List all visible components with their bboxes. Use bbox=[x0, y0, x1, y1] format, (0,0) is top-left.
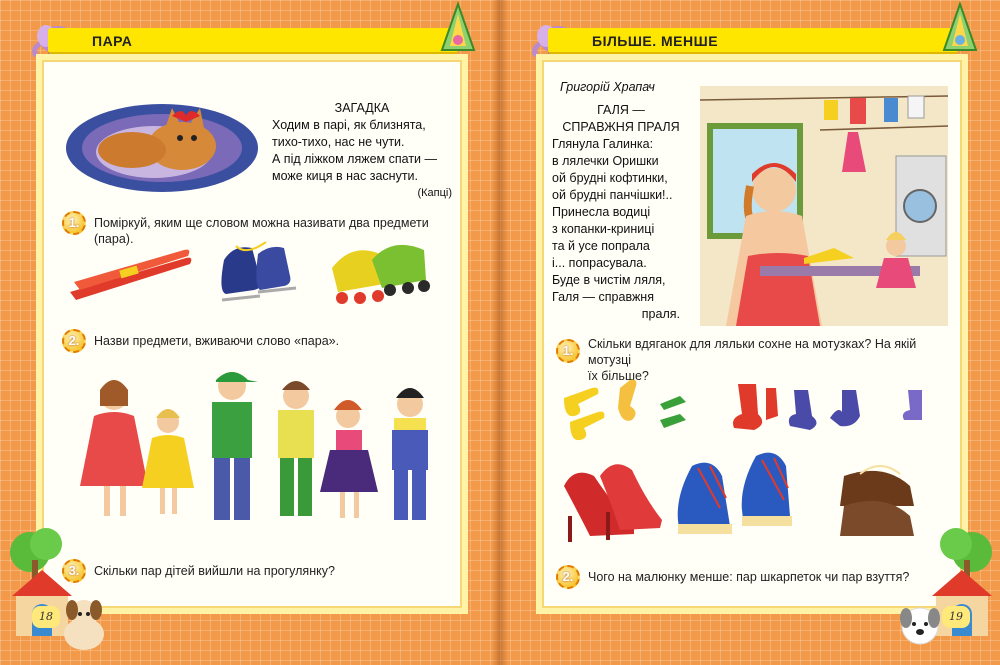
riddle-line: тихо-тихо, нас не чути. bbox=[272, 135, 405, 149]
tent-icon bbox=[940, 0, 980, 58]
poem-line: Галя — справжня bbox=[552, 290, 654, 304]
riddle-line: Ходим в парі, як близнята, bbox=[272, 118, 426, 132]
riddle bbox=[272, 100, 452, 202]
task-number-badge: 2. bbox=[556, 565, 580, 589]
poem-line: праля. bbox=[641, 307, 680, 321]
doghouse-image bbox=[892, 530, 998, 662]
task-text: Назви предмети, вживаючи слово «пара». bbox=[94, 334, 340, 348]
poem-line: з копанки-криниці bbox=[552, 222, 655, 236]
task-number-badge: 1. bbox=[62, 211, 86, 235]
task-text-line: їх більше? bbox=[588, 369, 649, 383]
poem-author: Григорій Храпач bbox=[560, 80, 655, 94]
task-text: Поміркуй, яким ще словом можна називати два предмети (пара). bbox=[94, 216, 429, 246]
tent-icon bbox=[438, 0, 478, 58]
task-text: Скільки пар дітей вийшли на прогулянку? bbox=[94, 564, 335, 578]
task-number-badge: 3. bbox=[62, 559, 86, 583]
poem bbox=[552, 102, 690, 323]
shoes-image bbox=[560, 446, 940, 546]
poem-title: ГАЛЯ — bbox=[597, 103, 645, 117]
roller-skates-image bbox=[326, 238, 436, 310]
poem-line: та й усе попрала bbox=[552, 239, 650, 253]
poem-line: ой брудні кофтинки, bbox=[552, 171, 668, 185]
task-text bbox=[588, 336, 952, 384]
task-text-line: Скільки вдяганок для ляльки сохне на мотузках? На якій мотузці bbox=[588, 337, 917, 367]
poem-title: СПРАВЖНЯ ПРАЛЯ bbox=[562, 120, 680, 134]
poem-line: Принесла водиці bbox=[552, 205, 651, 219]
riddle-answer: (Капці) bbox=[417, 187, 452, 199]
poem-line: і... попрасувала. bbox=[552, 256, 647, 270]
page-number: 18 bbox=[32, 606, 60, 628]
page-title: БІЛЬШЕ. МЕНШЕ bbox=[592, 33, 719, 49]
task-number-badge: 2. bbox=[62, 329, 86, 353]
poem-line: в лялечки Оришки bbox=[552, 154, 659, 168]
doghouse-image bbox=[2, 530, 112, 662]
poem-line: Глянула Галинка: bbox=[552, 137, 654, 151]
cat-in-slipper-image bbox=[62, 86, 262, 196]
children-image bbox=[64, 366, 444, 546]
girl-ironing-image bbox=[700, 86, 948, 326]
poem-line: Буде в чистім ляля, bbox=[552, 273, 666, 287]
poem-line: ой брудні панчішки!.. bbox=[552, 188, 673, 202]
page-number: 19 bbox=[942, 606, 970, 628]
page-title: ПАРА bbox=[92, 33, 133, 49]
ice-skates-image bbox=[216, 240, 306, 310]
skis-image bbox=[66, 244, 196, 304]
task-text: Чого на малюнку менше: пар шкарпеток чи пар взуття? bbox=[588, 570, 910, 584]
riddle-title: ЗАГАДКА bbox=[334, 101, 390, 115]
riddle-line: може киця в нас заснути. bbox=[272, 169, 419, 183]
riddle-line: А під ліжком ляжем спати — bbox=[272, 152, 438, 166]
socks-image bbox=[560, 378, 940, 442]
task-number-badge: 1. bbox=[556, 339, 580, 363]
